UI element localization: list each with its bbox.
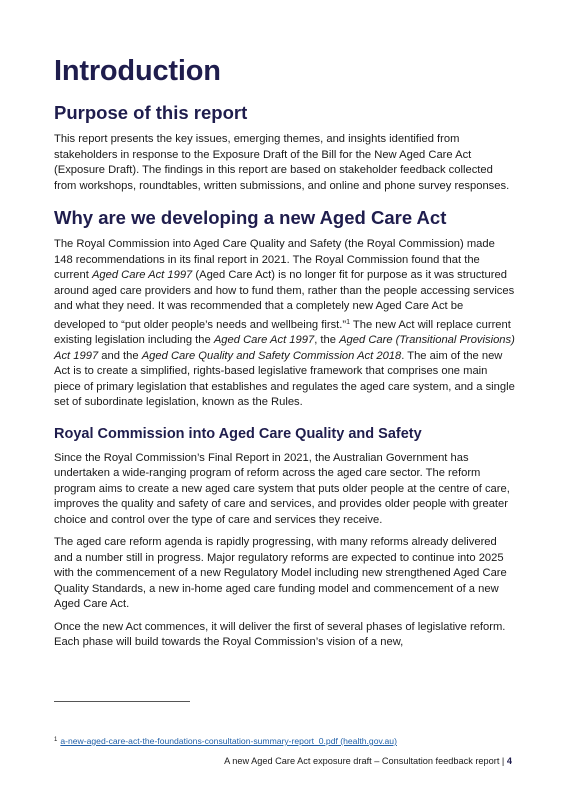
act-title-italic: Aged Care Quality and Safety Commission Act 2018 — [141, 349, 402, 362]
footnote-reference[interactable]: 1 — [346, 318, 351, 326]
footnote — [54, 735, 397, 747]
text-run: . The aim of the new Act is to create a simplified, rights-based legislative framework that comprises one main piece of primary legislation that establishes and regulates the aged care system, and a single set of subordinate legislation, known as the Rules. — [54, 349, 515, 408]
footnote-number: 1 — [54, 737, 58, 743]
footnote-divider — [54, 701, 190, 702]
page-number: 4 — [506, 756, 512, 766]
paragraph-purpose: This report presents the key issues, emerging themes, and insights identified from stakeholders in response to the Exposure Draft of the Bill for the New Aged Care Act (Exposure Draft). The findings in this report are based on stakeholder feedback collected from workshops, roundtables, written submissions, and online and phone survey responses. — [54, 133, 510, 192]
section-heading-purpose: Purpose of this report — [54, 102, 248, 123]
footnote-link[interactable]: a-new-aged-care-act-the-foundations-consultation-summary-report_0.pdf (health.gov.au) — [60, 736, 397, 746]
paragraph-royal-commission-1: Since the Royal Commission’s Final Report in 2021, the Australian Government has undertaken a wide-ranging program of reform across the aged care sector. The reform program aims to create a new aged care system that puts older people at the centre of care, improves the quality and safety of care and services, and provides older people with greater choice and control over the type of care and services they receive. — [54, 451, 510, 526]
subsection-heading-royal-commission: Royal Commission into Aged Care Quality and Safety — [54, 425, 422, 442]
section-heading-why: Why are we developing a new Aged Care Act — [54, 207, 447, 228]
paragraph-royal-commission-3: Once the new Act commences, it will deliver the first of several phases of legislative reform. Each phase will build towards the Royal Commission’s vision of a new, — [54, 620, 506, 648]
footer-text: A new Aged Care Act exposure draft – Consultation feedback report | — [224, 756, 507, 766]
text-run: and the — [98, 349, 142, 362]
text-run: (Aged Care Act) is no longer fit for purpose as it was structured around aged care providers and how to fund them, rather than the people accessing services and what they need. It was recommended that a completely new Aged Care Act be developed to “put older people’s needs and wellbeing first.” — [54, 269, 515, 331]
paragraph-royal-commission-2: The aged care reform agenda is rapidly progressing, with many reforms already delivered and a number still in progress. Major regulatory reforms are expected to continue into 2025 with the commencement of a new Regulatory Model including new strengthened Aged Care Quality Standards, a new in-home aged care funding model and commencement of a new Aged Care Act. — [54, 536, 507, 610]
text-run: , the — [314, 334, 340, 346]
act-title-italic: Aged Care Act 1997 — [213, 334, 315, 346]
text-run: The Royal Commission into Aged Care Quality and Safety (the Royal Commission) made 148 recommendations in its final report in 2021. The Royal Commission found that the current — [54, 238, 495, 281]
text-run: The new Act will replace current existing legislation including the — [54, 318, 511, 346]
page-body — [54, 52, 516, 651]
act-title-italic: Aged Care (Transitional Provisions) Act 1997 — [54, 334, 515, 362]
page-title: Introduction — [54, 55, 221, 87]
act-title-italic: Aged Care Act 1997 — [91, 269, 193, 281]
page-footer — [224, 755, 512, 767]
paragraph-why — [54, 237, 516, 411]
